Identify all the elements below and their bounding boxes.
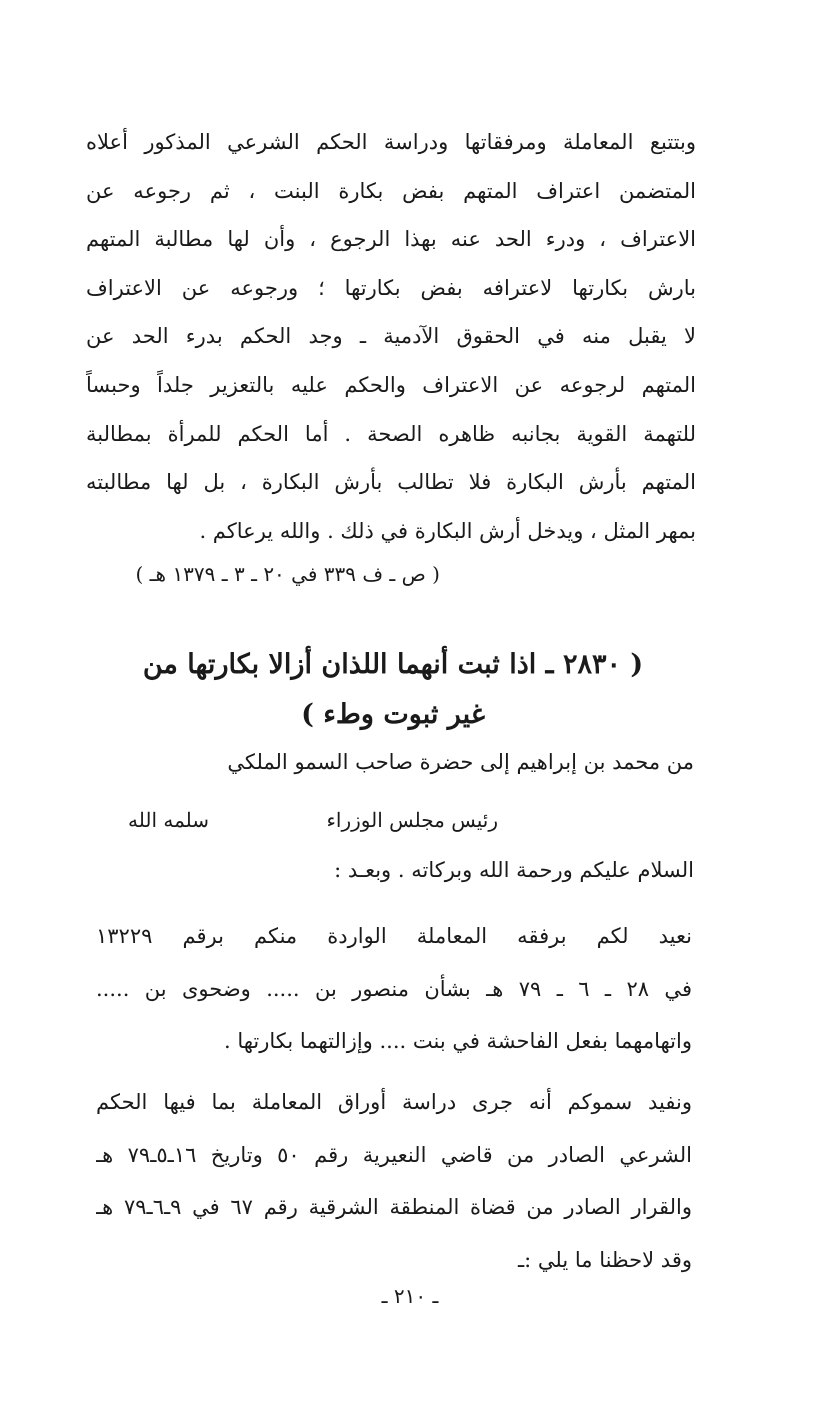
- letter-from-line: من محمد بن إبراهيم إلى حضرة صاحب السمو الملكي: [227, 750, 694, 774]
- paragraph-2: [96, 910, 692, 1068]
- heading-line: ( ٢٨٣٠ ـ اذا ثبت أنهما اللذان أزالا بكارتها من: [142, 649, 644, 680]
- heading-line: غير ثبوت وطء ): [301, 699, 485, 730]
- paragraph-3: [96, 1076, 692, 1286]
- text-line: وقد لاحظنا ما يلي :ـ: [518, 1247, 692, 1272]
- text-line: ونفيد سموكم أنه جرى دراسة أوراق المعاملة بما فيها الحكم: [96, 1090, 692, 1114]
- page-number: ـ ٢١٠ ـ: [381, 1284, 439, 1308]
- letter-recipient-title: رئيس مجلس الوزراء: [326, 808, 498, 832]
- text-line: الاعتراف ، ودرء الحد عنه بهذا الرجوع ، وأن لها مطالبة المتهم: [86, 227, 696, 252]
- letter-greeting: السلام عليكم ورحمة الله وبركاته . وبعـد :: [334, 858, 694, 882]
- text-line: لا يقبل منه في الحقوق الآدمية ـ وجد الحكم بدرء الحد عن: [86, 324, 696, 349]
- text-line: المتضمن اعتراف المتهم بفض بكارة البنت ، ثم رجوعه عن: [86, 178, 696, 203]
- text-line: للتهمة القوية بجانبه ظاهره الصحة . أما الحكم للمرأة بمطالبة: [86, 421, 696, 446]
- text-line: والقرار الصادر من قضاة المنطقة الشرقية رقم ٦٧ في ٩ـ٦ـ٧٩ هـ: [96, 1195, 692, 1219]
- text-line: وبتتبع المعاملة ومرفقاتها ودراسة الحكم الشرعي المذكور أعلاه: [86, 130, 696, 154]
- letter-blessing: سلمه الله: [128, 808, 210, 832]
- text-line: بارش بكارتها لاعترافه بفض بكارتها ؛ ورجوعه عن الاعتراف: [86, 275, 696, 300]
- text-line: نعيد لكم برفقه المعاملة الواردة منكم برقم ١٣٢٢٩: [96, 924, 692, 948]
- source-reference: ( ص ـ ف ٣٣٩ في ٢٠ ـ ٣ ـ ١٣٧٩ هـ ): [135, 562, 440, 586]
- section-heading: [90, 640, 696, 740]
- intro-paragraph: [86, 118, 696, 555]
- text-line: المتهم لرجوعه عن الاعتراف والحكم عليه بالتعزير جلداً وحبساً: [86, 372, 696, 397]
- text-line: بمهر المثل ، ويدخل أرش البكارة في ذلك . والله يرعاكم .: [199, 518, 696, 543]
- text-line: المتهم بأرش البكارة فلا تطالب بأرش البكارة ، بل لها مطالبته: [86, 470, 696, 495]
- text-line: واتهامهما بفعل الفاحشة في بنت .... وإزالتهما بكارتها .: [223, 1029, 692, 1053]
- text-line: الشرعي الصادر من قاضي النعيرية رقم ٥٠ وتاريخ ١٦ـ٥ـ٧٩ هـ: [96, 1142, 692, 1167]
- text-line: في ٢٨ ـ ٦ ـ ٧٩ هـ بشأن منصور بن ..... وضحوى بن .....: [96, 976, 692, 1001]
